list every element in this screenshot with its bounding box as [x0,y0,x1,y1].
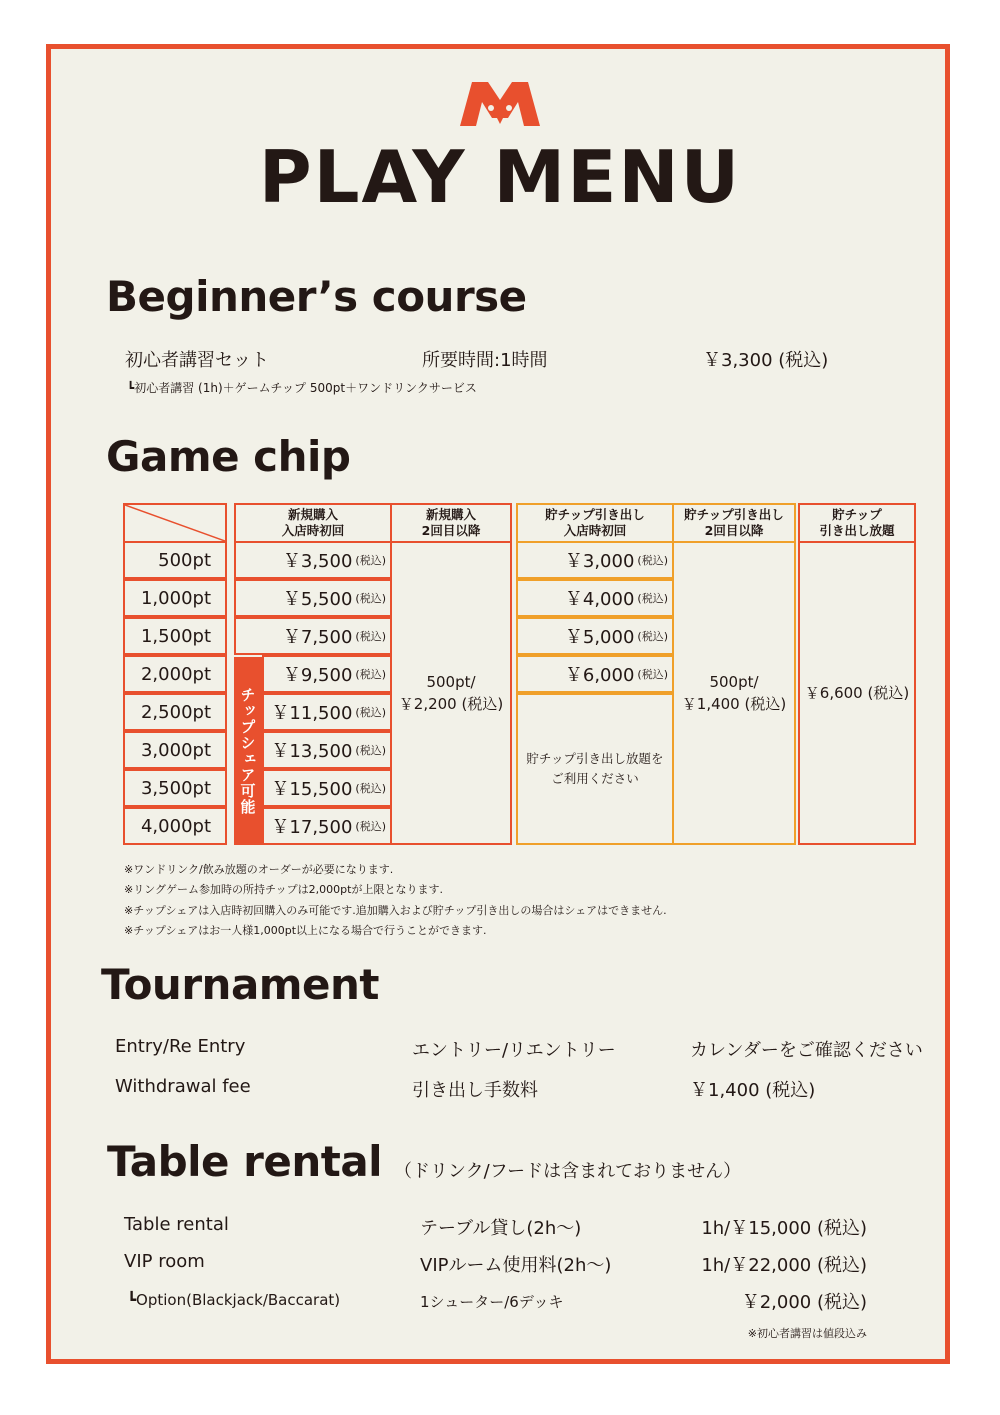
point-label: 3,000pt [123,731,227,769]
saved-first-note [516,693,674,845]
new-first-price [262,807,392,845]
price-value: ￥13,500 [271,741,353,762]
price-value: ￥3,500 [282,551,353,572]
price-value: ￥7,500 [282,627,353,648]
header-saved-first: 貯チップ引き出し 入店時初回 [516,503,674,543]
new-first-price [262,769,392,807]
saved-second-price [672,541,796,845]
saved-second-line2: ￥1,400 (税込) [681,695,787,713]
new-first-price [234,541,392,579]
tax-label: (税込) [355,630,386,643]
tournament-row-jp: エントリー/リエントリー [412,1040,616,1061]
rental-row-price: 1h/￥15,000 (税込) [701,1218,867,1239]
price-value: ￥9,500 [282,665,353,686]
tax-label: (税込) [355,592,386,605]
price-value: ￥5,000 [564,627,635,648]
saved-first-note-line1: 貯チップ引き出し放題を [526,751,664,766]
price-value: ￥17,500 [271,817,353,838]
new-first-price [262,731,392,769]
price-value: ￥11,500 [271,703,353,724]
rental-row-price: 1h/￥22,000 (税込) [701,1255,867,1276]
rental-row-en: ┗Option(Blackjack/Baccarat) [127,1291,341,1309]
rental-footnote: ※初心者講習は値段込み [747,1327,867,1340]
new-first-price [262,693,392,731]
saved-first-price [516,655,674,693]
tax-label: (税込) [355,744,386,757]
tournament-row-en: Withdrawal fee [115,1076,251,1097]
page-title: PLAY MENU [258,135,742,219]
beginner-price: ￥3,300 (税込) [703,350,829,371]
point-label: 1,500pt [123,617,227,655]
point-label: 500pt [123,541,227,579]
beginner-heading: Beginner’s course [106,272,527,321]
new-second-line1: 500pt/ [426,673,476,691]
tax-label: (税込) [355,782,386,795]
saved-first-price [516,617,674,655]
tax-label: (税込) [637,554,668,567]
new-first-price [262,655,392,693]
header-new-second: 新規購入 2回目以降 [390,503,512,543]
price-value: ￥6,000 [564,665,635,686]
price-value: ￥3,000 [564,551,635,572]
rental-row-jp: VIPルーム使用料(2h〜) [420,1255,612,1276]
header-new-first: 新規購入 入店時初回 [234,503,392,543]
tax-label: (税込) [355,668,386,681]
beginner-detail: ┗初心者講習 (1h)＋ゲームチップ 500pt＋ワンドリンクサービス [127,381,477,395]
new-second-line2: ￥2,200 (税込) [398,695,504,713]
beginner-item: 初心者講習セット [125,350,269,371]
tax-label: (税込) [637,668,668,681]
tax-label: (税込) [637,630,668,643]
gamechip-note: ※ワンドリンク/飲み放題のオーダーが必要になります. [124,863,394,876]
new-first-price [234,579,392,617]
price-value: ￥4,000 [564,589,635,610]
rental-row-jp: 1シューター/6デッキ [420,1293,564,1311]
rental-row-price: ￥2,000 (税込) [741,1292,867,1313]
tournament-row-en: Entry/Re Entry [115,1036,246,1057]
saved-first-price [516,579,674,617]
gamechip-note: ※チップシェアはお一人様1,000pt以上になる場合で行うことができます. [124,924,487,937]
tax-label: (税込) [355,706,386,719]
gamechip-note: ※リングゲーム参加時の所持チップは2,000ptが上限となります. [124,883,443,896]
price-value: ￥5,500 [282,589,353,610]
tax-label: (税込) [355,554,386,567]
tournament-heading: Tournament [101,960,380,1009]
tax-label: (税込) [637,592,668,605]
point-label: 2,000pt [123,655,227,693]
chip-share-badge: チップシェア可能 [234,657,262,845]
price-value: ￥15,500 [271,779,353,800]
gamechip-note: ※チップシェアは入店時初回購入のみ可能です.追加購入および貯チップ引き出しの場合はシェアはできません. [124,904,667,917]
saved-first-note-line2: ご利用ください [551,771,639,786]
saved-first-price [516,541,674,579]
table-corner-cell [123,503,227,543]
tournament-row-price: カレンダーをご確認ください [690,1040,923,1061]
new-second-price [390,541,512,845]
saved-unlimited-price: ￥6,600 (税込) [798,541,916,845]
point-label: 3,500pt [123,769,227,807]
header-saved-unlimited: 貯チップ 引き出し放題 [798,503,916,543]
saved-second-line1: 500pt/ [709,673,759,691]
point-label: 2,500pt [123,693,227,731]
beginner-duration: 所要時間:1時間 [422,350,548,371]
point-label: 4,000pt [123,807,227,845]
rental-heading: Table rental [107,1137,383,1186]
rental-row-en: VIP room [124,1251,205,1272]
point-label: 1,000pt [123,579,227,617]
tournament-row-price: ￥1,400 (税込) [690,1080,816,1101]
gamechip-heading: Game chip [106,432,351,481]
owl-m-logo [458,78,542,128]
rental-subheading: （ドリンク/フードは含まれておりません） [394,1161,742,1182]
rental-row-en: Table rental [124,1214,229,1235]
rental-row-jp: テーブル貸し(2h〜) [420,1218,582,1239]
new-first-price [234,617,392,655]
tournament-row-jp: 引き出し手数料 [412,1080,538,1101]
tax-label: (税込) [355,820,386,833]
header-saved-second: 貯チップ引き出し 2回目以降 [672,503,796,543]
